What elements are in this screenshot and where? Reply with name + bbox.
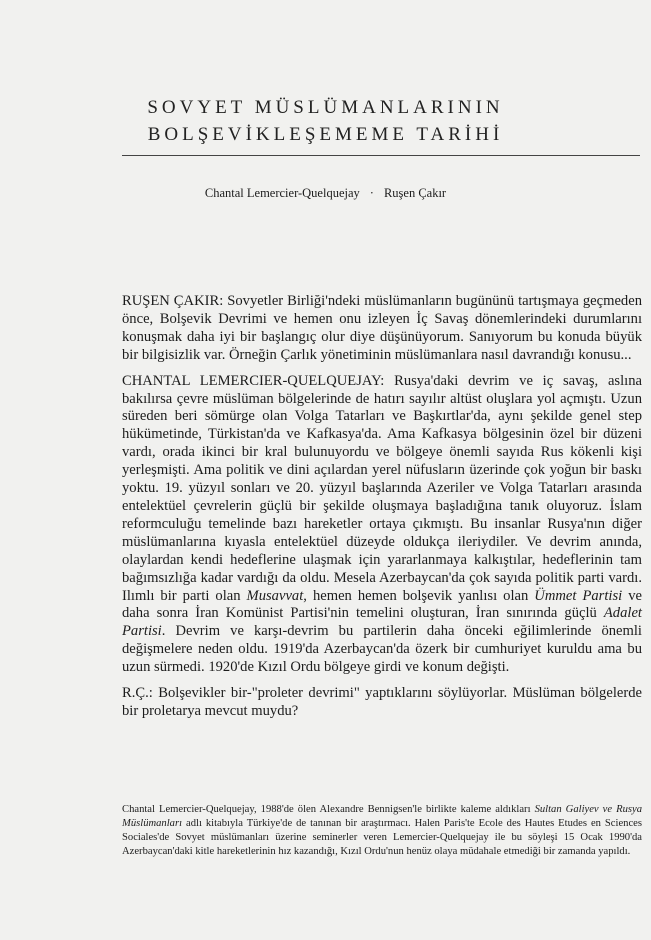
author-2: Ruşen Çakır bbox=[383, 186, 447, 200]
title-rule bbox=[122, 155, 640, 156]
paragraph-text: ve daha sonra İran Komünist Partisi'nin temelini oluşturan, İran sınırında güçlü bbox=[122, 587, 642, 622]
footnote-text: adlı kitabıyla Türkiye'de de tanınan bir araştırmacı. Halen Paris'te Ecole des Hautes Etudes en Sciences Sociales'de Sovyet müslümanları üzerine seminerler veren Lemercier-Quelquejay ile bu söyleşi 15 Ocak 1990'da Azerbaycan'daki kitle hareketlerinin hız kazandığı, Kızıl Ordu'nun henüz olaya müdahale etmediği bir zamanda yapıldı. bbox=[122, 818, 642, 857]
interview-body bbox=[122, 293, 642, 729]
author-1: Chantal Lemercier-Quelquejay bbox=[204, 186, 360, 200]
book-title: Sultan Galiyev ve Rusya Müslümanları bbox=[122, 804, 642, 829]
title-line-1: SOVYET MÜSLÜMANLARININ bbox=[147, 97, 504, 118]
party-name-ummet: Ümmet Partisi bbox=[534, 587, 623, 604]
paragraph-text: Bolşevikler bir-"proleter devrimi" yaptıklarını söylüyorlar. Müslüman bölgelerde bir proletarya mevcut muydu? bbox=[122, 685, 642, 719]
paragraph-2 bbox=[122, 373, 642, 677]
footnote bbox=[122, 803, 642, 859]
party-name-adalet: Adalet Partisi bbox=[122, 605, 642, 640]
footnote-text: Chantal Lemercier-Quelquejay, 1988'de ölen Alexandre Bennigsen'le birlikte kaleme aldıkları bbox=[122, 804, 531, 815]
speaker-label: CHANTAL LEMERCIER-QUELQUEJAY: bbox=[122, 372, 385, 389]
title-line-2: BOLŞEVİKLEŞEMEME TARİHİ bbox=[147, 124, 504, 145]
paragraph-1 bbox=[122, 293, 642, 365]
speaker-label: RUŞEN ÇAKIR: bbox=[122, 293, 224, 309]
paragraph-3 bbox=[122, 685, 642, 721]
author-line bbox=[0, 186, 651, 201]
party-name-musavvat: Musavvat bbox=[246, 587, 304, 604]
paragraph-text: Rusya'daki devrim ve iç savaş, aslına bakılırsa çevre müslüman bölgelerinde de hatırı sayılır altüst oluşlara yol açmıştı. Uzun süreden beri sömürge olan Volga Tatarları ve Başkırtlar'da, aynı şekilde genel step hükümetinde, Türkistan'da ve Kafkasya'da. Ama Kafkasya bölgesinin özel bir düzeni vardı, orada ikinci bir kral bulunuyordu ve bölgeye önemli sayıda Rus kökenli kişi yerleşmişti. Ama politik ve dini açılardan yerel nüfusların üzerinde çok yoğun bir baskı yoktu. 19. yüzyıl sonları ve 20. yüzyıl başlarında Azeriler ve Volga Tatarları arasında entelektüel çevrelerin güçlü bir şekilde oluşmaya başladığına tanık oluyoruz. İslam reformculuğu temelinde bazı hareketler ortaya çıkmıştı. Bu insanlar Rusya'nın diğer müslümanlarına kıyasla entelektüel düzeyde oldukça ileriydiler. Ve devrim anında, olaylardan kendi hedeflerine ulaşmak için yararlanmaya kalkıştılar, hedeflerinin tam bağımsızlığa kadar vardığı da oldu. Mesela Azerbaycan'da çok sayıda politik parti vardı. Ilımlı bir parti olan bbox=[122, 372, 642, 604]
paragraph-text: , hemen hemen bolşevik yanlısı olan bbox=[303, 587, 529, 604]
paragraph-text: . Devrim ve karşı-devrim bu partilerin daha önceki eğilimlerinde önemli değişmelere neden oldu. 1919'da Azerbaycan'da özerk bir cumhuriyet kuruldu ama bu uzun sürmedi. 1920'de Kızıl Ordu bölgeye girdi ve konum değişti. bbox=[122, 623, 642, 676]
paragraph-text: Sovyetler Birliği'ndeki müslümanların bugününü tartışmaya geçmeden önce, Bolşevik Devrimi ve hemen onu izleyen İç Savaş dönemlerindeki durumlarını konuşmak daha iyi bir başlangıç olur diye düşünüyorum. Sanıyorum bu konuda büyük bir bilgisizlik var. Örneğin Çarlık yönetiminin müslümanlara nasıl davrandığı konusu... bbox=[122, 293, 642, 363]
author-separator: · bbox=[369, 186, 374, 200]
speaker-label: R.Ç.: bbox=[122, 685, 153, 702]
